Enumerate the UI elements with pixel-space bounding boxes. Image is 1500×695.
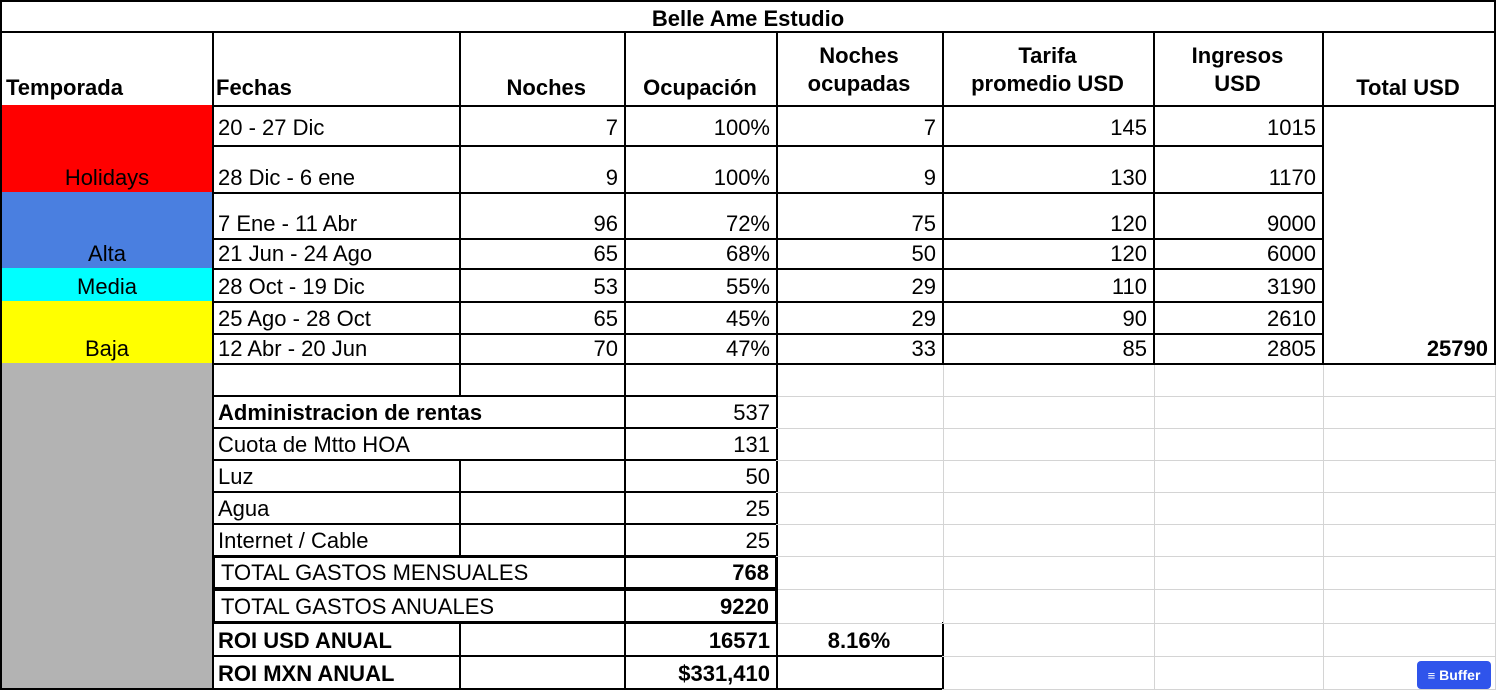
expense-value-hoa: 131 [624,427,778,461]
blank-cell [1153,624,1324,657]
blank-cell [1153,493,1324,525]
blank-cell [776,525,944,557]
blank-cell [942,657,1155,690]
header-noches-text: Noches [506,75,586,100]
header-noches-ocupadas [776,31,944,107]
blank-cell [1153,557,1324,590]
row-6-ocupadas: 29 [776,301,944,335]
buffer-icon: ≡ [1427,667,1436,683]
blank-cell [942,590,1155,624]
row-1-ingresos: 1015 [1153,105,1324,147]
row-2-ingresos: 1170 [1153,145,1324,194]
blank-cell [1322,557,1496,590]
blank-cell [776,397,944,429]
blank-cell [942,624,1155,657]
grey-cell [0,427,214,461]
blank-cell [1153,657,1324,690]
total-mensuales-value: 768 [624,555,778,590]
blank-cell [1153,429,1324,461]
blank-cell [1322,461,1496,493]
expense-label-admin: Administracion de rentas [212,395,626,429]
expense-value-luz: 50 [624,459,778,493]
total-usd-value: 25790 [1322,105,1496,365]
blank-cell [1153,590,1324,624]
blank-cell [942,397,1155,429]
row-5-fechas: 28 Oct - 19 Dic [212,268,461,303]
row-1-tarifa: 145 [942,105,1155,147]
blank-cell [778,557,944,590]
expense-label-agua: Agua [212,491,461,525]
row-7-ocupacion: 47% [624,333,778,365]
season-baja-label: Baja [84,336,130,361]
row-2-fechas: 28 Dic - 6 ene [212,145,461,194]
header-ingresos-line2: USD [1214,71,1261,97]
row-2-noches: 9 [459,145,626,194]
row-4-noches: 65 [459,238,626,270]
roi-usd-percent: 8.16% [776,622,944,657]
expense-label-luz: Luz [212,459,461,493]
header-ocupacion-text: Ocupación [643,75,757,100]
row-6-fechas: 25 Ago - 28 Oct [212,301,461,335]
row-1-ocupadas: 7 [776,105,944,147]
grey-cell [0,491,214,525]
row-7-ingresos: 2805 [1153,333,1324,365]
row-3-ocupacion: 72% [624,192,778,240]
blank-cell [459,459,626,493]
row-6-ocupacion: 45% [624,301,778,335]
blank-cell [459,655,626,690]
blank-cell [1322,624,1496,657]
row-4-tarifa: 120 [942,238,1155,270]
expense-value-agua: 25 [624,491,778,525]
blank-cell [778,590,944,624]
row-7-noches: 70 [459,333,626,365]
season-media-label: Media [77,274,137,299]
blank-cell [942,557,1155,590]
grey-cell [0,622,214,657]
blank-cell [776,655,944,690]
blank-cell [459,491,626,525]
season-holidays [0,105,214,194]
blank-cell [942,365,1155,397]
row-2-ocupadas: 9 [776,145,944,194]
blank-cell [1322,365,1496,397]
header-ingresos [1153,31,1324,107]
row-5-tarifa: 110 [942,268,1155,303]
row-6-tarifa: 90 [942,301,1155,335]
blank-cell [1153,525,1324,557]
total-mensuales-label: TOTAL GASTOS MENSUALES [212,555,626,590]
blank-cell [1322,590,1496,624]
row-7-fechas: 12 Abr - 20 Jun [212,333,461,365]
row-3-ocupadas: 75 [776,192,944,240]
blank-cell [1322,525,1496,557]
header-noches-ocupadas-line1: Noches [819,42,899,68]
row-4-ocupadas: 50 [776,238,944,270]
total-anuales-value: 9220 [624,588,778,624]
blank-cell [1322,493,1496,525]
row-6-ingresos: 2610 [1153,301,1324,335]
header-tarifa [942,31,1155,107]
expense-label-hoa: Cuota de Mtto HOA [212,427,626,461]
season-holidays-label: Holidays [64,165,150,190]
row-3-fechas: 7 Ene - 11 Abr [212,192,461,240]
row-5-ocupadas: 29 [776,268,944,303]
blank-cell [459,523,626,557]
buffer-label: Buffer [1439,667,1481,683]
roi-usd-value: 16571 [624,622,778,657]
blank-cell [1322,397,1496,429]
grey-cell [0,363,214,397]
season-alta-label: Alta [88,241,126,266]
blank-cell [942,461,1155,493]
grey-cell [0,523,214,557]
row-3-noches: 96 [459,192,626,240]
grey-cell [0,555,214,590]
blank-cell [776,493,944,525]
blank-cell [459,622,626,657]
row-2-tarifa: 130 [942,145,1155,194]
grey-cell [0,459,214,493]
blank-cell [1153,365,1324,397]
season-media [0,268,214,303]
grey-cell [0,395,214,429]
header-temporada: Temporada [0,31,214,107]
row-1-noches: 7 [459,105,626,147]
header-ocupacion [624,31,778,107]
header-total-text: Total USD [1356,75,1460,100]
header-fechas: Fechas [212,31,461,107]
blank-cell [212,363,461,397]
header-noches [459,31,626,107]
grey-cell [0,655,214,690]
roi-mxn-value: $331,410 [624,655,778,690]
sheet-title: Belle Ame Estudio [0,0,1496,33]
expense-value-internet: 25 [624,523,778,557]
blank-cell [1322,429,1496,461]
row-4-fechas: 21 Jun - 24 Ago [212,238,461,270]
row-5-ocupacion: 55% [624,268,778,303]
header-tarifa-line1: Tarifa [1018,42,1077,68]
roi-usd-label: ROI USD ANUAL [212,622,461,657]
expense-label-internet: Internet / Cable [212,523,461,557]
row-2-ocupacion: 100% [624,145,778,194]
season-alta [0,192,214,270]
blank-cell [776,365,944,397]
expense-value-admin: 537 [624,395,778,429]
header-tarifa-line2: promedio USD [971,71,1124,97]
blank-cell [776,461,944,493]
blank-cell [1153,461,1324,493]
blank-cell [942,493,1155,525]
row-3-ingresos: 9000 [1153,192,1324,240]
header-noches-ocupadas-line2: ocupadas [807,71,911,97]
row-5-ingresos: 3190 [1153,268,1324,303]
row-3-tarifa: 120 [942,192,1155,240]
row-5-noches: 53 [459,268,626,303]
header-ingresos-line1: Ingresos [1191,42,1284,68]
row-1-ocupacion: 100% [624,105,778,147]
row-7-ocupadas: 33 [776,333,944,365]
row-4-ingresos: 6000 [1153,238,1324,270]
blank-cell [942,525,1155,557]
blank-cell [624,363,778,397]
season-baja [0,301,214,365]
row-6-noches: 65 [459,301,626,335]
grey-cell [0,588,214,624]
row-4-ocupacion: 68% [624,238,778,270]
row-1-fechas: 20 - 27 Dic [212,105,461,147]
blank-cell [1153,397,1324,429]
row-7-tarifa: 85 [942,333,1155,365]
roi-mxn-label: ROI MXN ANUAL [212,655,461,690]
header-total-usd [1322,31,1496,107]
total-anuales-label: TOTAL GASTOS ANUALES [212,588,626,624]
buffer-button[interactable] [1417,661,1491,689]
blank-cell [942,429,1155,461]
blank-cell [459,363,626,397]
blank-cell [776,429,944,461]
